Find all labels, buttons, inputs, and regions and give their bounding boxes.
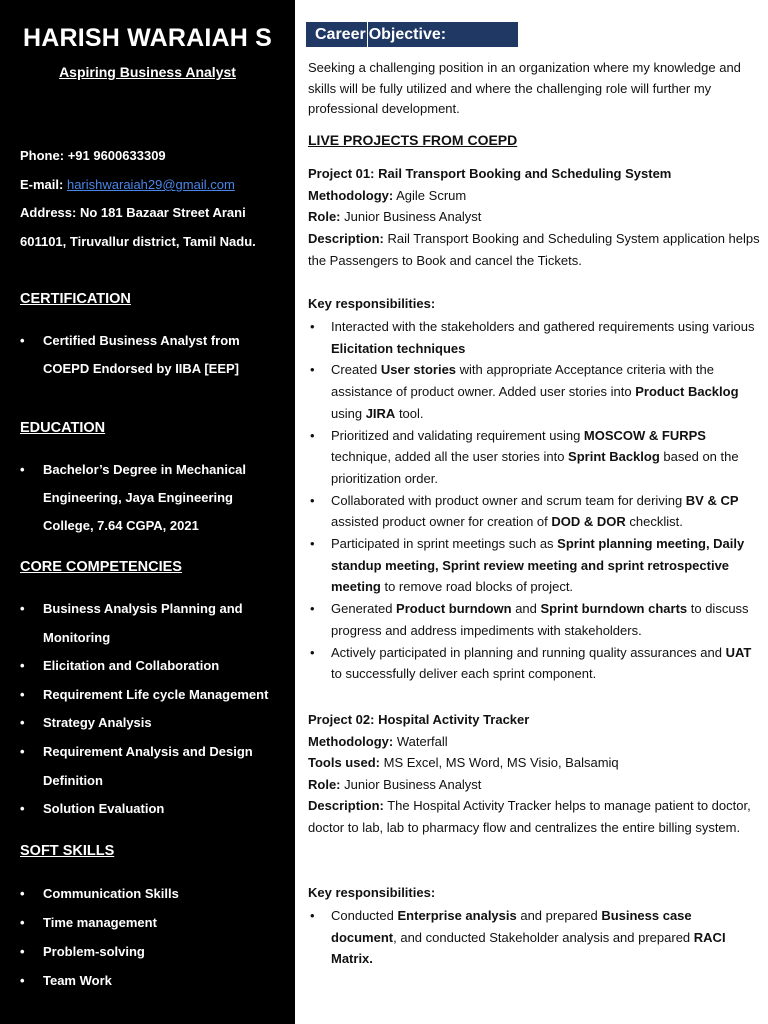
text-bold: Sprint Backlog (568, 449, 660, 465)
list-item: • Certified Business Analyst from COEPD Endorsed by IIBA [EEP] (20, 327, 285, 383)
address-label: Address: (20, 205, 77, 220)
project2-description (308, 795, 763, 838)
text: Prioritized and validating requirement using (331, 427, 584, 443)
address-line-2: 601101, Tiruvallur district, Tamil Nadu. (20, 234, 256, 249)
text-bold: Elicitation techniques (331, 340, 466, 356)
description-label: Description: (308, 798, 384, 813)
text: based on the prioritization order. (331, 449, 739, 486)
text: , and conducted Stakeholder analysis and prepared (393, 929, 694, 945)
text: Generated (331, 601, 397, 617)
list-item (308, 905, 760, 970)
list-item: • Problem-solving (20, 937, 285, 966)
list-item: • Elicitation and Collaboration (20, 652, 280, 681)
text: to remove road blocks of project. (380, 579, 574, 595)
email-label: E-mail: (20, 177, 64, 192)
sidebar (0, 0, 295, 1024)
list-item (308, 490, 760, 533)
project1-responsibilities-label: Key responsibilities: (308, 296, 436, 311)
text-bold: Product Backlog (635, 384, 739, 400)
list-item (308, 359, 760, 424)
text-bold: DOD & DOR (551, 514, 626, 530)
text: Participated in sprint meetings such as (331, 536, 558, 552)
text: Created (331, 362, 381, 378)
phone-line (20, 148, 166, 163)
certification-heading: CERTIFICATION (20, 291, 131, 307)
text-bold: Business case document (331, 908, 692, 945)
competencies-heading: CORE COMPETENCIES (20, 559, 182, 575)
project1-title: Project 01: Rail Transport Booking and Scheduling System (308, 166, 672, 181)
soft-skills-heading: SOFT SKILLS (20, 843, 115, 859)
project2-responsibilities (308, 905, 760, 970)
education-heading: EDUCATION (20, 420, 106, 436)
description-label: Description: (308, 231, 384, 246)
role-value: Junior Business Analyst (344, 209, 482, 224)
email-link[interactable]: harishwaraiah29@gmail.com (66, 177, 235, 192)
text: using (331, 405, 366, 421)
career-word: Career (315, 26, 366, 43)
project1-responsibilities (308, 316, 760, 685)
candidate-name: HARISH WARAIAH S (22, 24, 273, 52)
address-value-1: No 181 Bazaar Street Arani (79, 205, 246, 220)
role-label: Role: (308, 209, 341, 224)
text-bold: Sprint burndown charts (540, 601, 688, 617)
phone-value: +91 9600633309 (67, 148, 166, 163)
project2-methodology (308, 731, 763, 753)
heading-divider (367, 22, 368, 47)
objective-word: Objective: (368, 26, 447, 43)
project1-methodology (308, 185, 763, 207)
role-label: Role: (308, 777, 341, 792)
project2-tools (308, 752, 763, 774)
text-bold: RACI Matrix. (331, 929, 726, 967)
text: assisted product owner for creation of (331, 514, 552, 530)
text-bold: JIRA (365, 405, 396, 421)
list-item: • Communication Skills (20, 879, 285, 908)
text: and (511, 601, 541, 617)
list-item: • Solution Evaluation (20, 795, 280, 824)
projects-heading: LIVE PROJECTS FROM COEPD (308, 132, 518, 148)
list-item (308, 316, 760, 359)
education-list (20, 456, 285, 540)
address-line-1 (20, 205, 246, 220)
list-item (308, 425, 760, 490)
text: Collaborated with product owner and scrum team for deriving (331, 492, 686, 508)
text: to discuss progress and address impediments with stakeholders. (331, 601, 749, 638)
certification-list (20, 327, 285, 383)
list-item: • Requirement Life cycle Management (20, 681, 280, 710)
text-bold: BV & CP (685, 492, 739, 508)
role-value: Junior Business Analyst (344, 777, 482, 792)
text-bold: Enterprise analysis (397, 908, 517, 923)
list-item (308, 598, 760, 641)
career-objective-text: Seeking a challenging position in an organization where my knowledge and skills will be fully utilized and where the challenging role will further my professional development. (308, 60, 741, 116)
text-bold: UAT (725, 644, 752, 660)
text-bold: MOSCOW & FURPS (583, 427, 706, 443)
tools-label: Tools used: (308, 755, 380, 770)
methodology-label: Methodology: (308, 188, 394, 203)
text: and prepared (516, 908, 602, 923)
methodology-value: Waterfall (396, 734, 448, 749)
text-bold: User stories (380, 362, 457, 378)
candidate-title: Aspiring Business Analyst (59, 64, 236, 80)
text: Actively participated in planning and running quality assurances and (331, 644, 726, 660)
list-item: • Time management (20, 908, 285, 937)
project2-title: Project 02: Hospital Activity Tracker (308, 712, 530, 727)
text: Interacted with the stakeholders and gathered requirements using various (331, 319, 755, 334)
text-bold: Sprint planning meeting, Daily standup meeting, Sprint review meeting and sprint retrospective meeting (331, 536, 745, 595)
list-item: • Strategy Analysis (20, 709, 280, 738)
email-line (20, 177, 235, 192)
methodology-value: Agile Scrum (396, 188, 467, 203)
text: checklist. (625, 514, 683, 530)
phone-label: Phone: (20, 148, 65, 163)
text: to successfully deliver each sprint component. (331, 666, 597, 682)
list-item (308, 533, 760, 598)
project2-role (308, 774, 763, 796)
project1-role (308, 206, 763, 228)
text-bold: Product burndown (396, 601, 512, 617)
list-item: • Requirement Analysis and Design Definition (20, 738, 280, 795)
list-item: • Team Work (20, 966, 285, 995)
list-item (308, 642, 760, 685)
project1-description (308, 228, 763, 271)
main-content (295, 0, 768, 1024)
text: tool. (395, 405, 424, 421)
list-item: • Business Analysis Planning and Monitoring (20, 595, 280, 652)
project2-responsibilities-label: Key responsibilities: (308, 885, 436, 900)
tools-value: MS Excel, MS Word, MS Visio, Balsamiq (383, 755, 619, 770)
description-value: Rail Transport Booking and Scheduling System application helps the Passengers to Book and cancel the Tickets. (308, 231, 760, 268)
methodology-label: Methodology: (308, 734, 394, 749)
text: with appropriate Acceptance criteria with the assistance of product owner. Added user stories into (331, 362, 714, 400)
career-objective-heading (306, 22, 518, 47)
list-item: • Bachelor’s Degree in Mechanical Engineering, Jaya Engineering College, 7.64 CGPA, 2021 (20, 456, 285, 540)
text: Conducted (331, 908, 398, 923)
soft-skills-list (20, 879, 285, 995)
text: technique, added all the user stories into (331, 449, 569, 465)
competencies-list (20, 595, 280, 824)
description-value: The Hospital Activity Tracker helps to manage patient to doctor, doctor to lab, lab to pharmacy flow and centralizes the entire billing system. (308, 798, 751, 835)
